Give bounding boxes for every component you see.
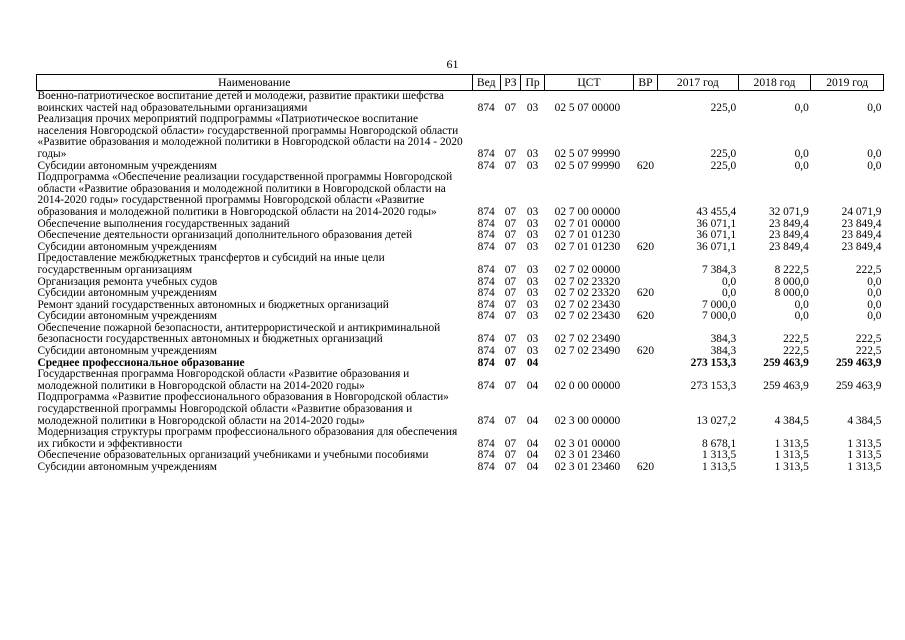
cell-ved: 874 [477, 275, 495, 288]
cell-rz: 07 [504, 240, 517, 253]
cell-pr: 03 [526, 275, 539, 288]
table-row [37, 91, 884, 115]
cell-2019: 222,5 [855, 263, 882, 276]
table-row [37, 253, 884, 276]
header-pr: Пр [520, 75, 544, 91]
cell-cst [545, 358, 634, 370]
cell-pr: 04 [526, 437, 539, 450]
cell-pr: 03 [526, 229, 539, 242]
cell-cst: 02 7 02 00000 [554, 263, 621, 276]
table-row [37, 172, 884, 218]
cell-ved: 874 [477, 461, 495, 473]
cell-rz: 07 [504, 217, 517, 230]
cell-ved: 874 [477, 217, 495, 230]
cell-vr [633, 219, 657, 231]
cell-name: Обеспечение образовательных организаций учебниками и учебными пособиями [37, 449, 429, 462]
cell-2019: 222,5 [855, 333, 882, 346]
cell-rz: 07 [504, 298, 517, 311]
cell-name: Организация ремонта учебных судов [37, 275, 218, 288]
cell-pr: 03 [526, 345, 539, 358]
cell-vr [633, 91, 657, 115]
cell-2019: 1 313,5 [847, 437, 882, 450]
cell-cst: 02 7 02 23490 [554, 333, 621, 346]
cell-2018: 0,0 [794, 101, 809, 114]
cell-name: Обеспечение деятельности организаций дополнительного образования детей [37, 229, 413, 242]
cell-cst: 02 5 07 00000 [554, 101, 621, 114]
cell-name: Обеспечение выполнения государственных заданий [37, 217, 290, 230]
cell-pr: 03 [526, 287, 539, 300]
cell-pr: 03 [526, 310, 539, 323]
cell-2018: 0,0 [794, 159, 809, 172]
cell-2019: 0,0 [867, 287, 882, 300]
cell-name: Субсидии автономным учреждениям [37, 240, 217, 253]
cell-2019: 0,0 [867, 159, 882, 172]
cell-rz: 07 [504, 287, 517, 300]
cell-2017: 7 000,0 [702, 310, 737, 323]
cell-name: Военно-патриотическое воспитание детей и молодежи, развитие практики шефства воинских частей над образовательными организациями [37, 90, 444, 114]
cell-name: Субсидии автономным учреждениям [37, 310, 217, 323]
cell-cst: 02 7 02 23490 [554, 345, 621, 358]
header-rz: РЗ [500, 75, 520, 91]
cell-cst: 02 3 01 00000 [554, 437, 621, 450]
cell-pr: 04 [526, 461, 539, 473]
cell-rz: 07 [504, 159, 517, 172]
cell-vr: 620 [636, 345, 655, 358]
cell-name: Модернизация структуры программ профессионального образования для обеспечения их гибкости и эффективности [37, 426, 458, 450]
cell-pr: 03 [526, 263, 539, 276]
cell-2017: 1 313,5 [702, 461, 737, 473]
cell-2017: 36 071,1 [696, 217, 737, 230]
cell-ved: 874 [477, 414, 495, 427]
cell-ved: 874 [477, 159, 495, 172]
cell-2018: 32 071,9 [768, 205, 809, 218]
header-vr: ВР [633, 75, 657, 91]
cell-ved: 874 [477, 333, 495, 346]
cell-ved: 874 [477, 229, 495, 242]
cell-2019: 23 849,4 [841, 229, 882, 242]
cell-2018: 222,5 [783, 345, 809, 358]
cell-2017: 273 153,3 [690, 356, 737, 369]
cell-2018: 222,5 [783, 333, 809, 346]
cell-vr: 620 [636, 461, 655, 473]
cell-2019: 0,0 [867, 101, 882, 114]
cell-cst: 02 5 07 99990 [554, 147, 621, 160]
cell-2018: 8 000,0 [774, 287, 809, 300]
cell-vr [633, 323, 657, 346]
cell-ved: 874 [477, 356, 495, 369]
cell-2019: 1 313,5 [847, 461, 882, 473]
cell-2018: 23 849,4 [768, 229, 809, 242]
budget-table [36, 74, 884, 474]
cell-2017: 1 313,5 [702, 449, 737, 462]
cell-ved: 874 [477, 147, 495, 160]
cell-rz: 07 [504, 205, 517, 218]
cell-pr: 03 [526, 147, 539, 160]
cell-ved: 874 [477, 437, 495, 450]
cell-vr [633, 369, 657, 392]
cell-vr [633, 253, 657, 276]
cell-ved: 874 [477, 287, 495, 300]
table-row [37, 323, 884, 346]
cell-name: Государственная программа Новгородской области «Развитие образования и молодежной политики в Новгородской области на 2014-2020 годы» [37, 368, 410, 392]
cell-2018: 0,0 [794, 310, 809, 323]
cell-rz: 07 [504, 356, 517, 369]
cell-pr: 03 [526, 101, 539, 114]
cell-name: Субсидии автономным учреждениям [37, 287, 217, 300]
cell-cst: 02 0 00 00000 [554, 379, 621, 392]
cell-2018: 23 849,4 [768, 240, 809, 253]
table-row [37, 346, 884, 358]
cell-cst: 02 3 01 23460 [554, 449, 621, 462]
cell-2019: 0,0 [867, 275, 882, 288]
cell-2018: 1 313,5 [774, 437, 809, 450]
cell-ved: 874 [477, 449, 495, 462]
cell-2019: 259 463,9 [835, 379, 882, 392]
cell-rz: 07 [504, 310, 517, 323]
cell-2017: 225,0 [710, 147, 737, 160]
cell-2018: 0,0 [794, 298, 809, 311]
cell-2017: 225,0 [710, 101, 737, 114]
cell-vr [633, 172, 657, 218]
cell-2018: 1 313,5 [774, 449, 809, 462]
cell-2017: 225,0 [710, 159, 737, 172]
cell-vr [633, 358, 657, 370]
cell-name: Ремонт зданий государственных автономных и бюджетных организаций [37, 298, 389, 311]
cell-pr: 04 [526, 449, 539, 462]
cell-ved: 874 [477, 379, 495, 392]
cell-rz: 07 [504, 263, 517, 276]
cell-rz: 07 [504, 333, 517, 346]
cell-name: Обеспечение пожарной безопасности, антитеррористической и антикриминальной безопасности государственных автономных и бюджетных организаций [37, 321, 441, 346]
cell-ved: 874 [477, 101, 495, 114]
header-2018: 2018 год [738, 75, 811, 91]
table-row [37, 369, 884, 392]
cell-2017: 36 071,1 [696, 229, 737, 242]
cell-pr: 04 [526, 379, 539, 392]
cell-rz: 07 [504, 414, 517, 427]
cell-2019: 222,5 [855, 345, 882, 358]
header-name: Наименование [37, 75, 473, 91]
table-row [37, 230, 884, 242]
cell-2019: 24 071,9 [841, 205, 882, 218]
table-header [37, 75, 884, 91]
table-row [37, 462, 884, 474]
cell-vr: 620 [636, 240, 655, 253]
cell-2019: 23 849,4 [841, 217, 882, 230]
cell-name: Реализация прочих мероприятий подпрограммы «Патриотическое воспитание населения Новгородской области» государственной программы Новгородской области «Развитие образования и молодежной политики в Новгородской области на 2014 - 2020 годы» [37, 113, 463, 160]
cell-ved: 874 [477, 205, 495, 218]
table-row [37, 392, 884, 427]
table-body [37, 91, 884, 474]
cell-vr [633, 114, 657, 160]
cell-vr [633, 427, 657, 450]
header-ved: Вед [472, 75, 500, 91]
cell-ved: 874 [477, 240, 495, 253]
cell-vr: 620 [636, 310, 655, 323]
cell-2019: 0,0 [867, 147, 882, 160]
cell-name: Среднее профессиональное образование [37, 356, 245, 369]
cell-vr: 620 [636, 159, 655, 172]
cell-rz: 07 [504, 147, 517, 160]
table-row [37, 288, 884, 300]
cell-2017: 7 000,0 [702, 298, 737, 311]
cell-cst: 02 7 02 23430 [554, 310, 621, 323]
cell-cst: 02 7 02 23430 [554, 298, 621, 311]
cell-2017: 7 384,3 [702, 263, 737, 276]
cell-2018: 8 000,0 [774, 275, 809, 288]
cell-rz: 07 [504, 461, 517, 473]
cell-cst: 02 3 00 00000 [554, 414, 621, 427]
cell-2018: 23 849,4 [768, 217, 809, 230]
cell-cst: 02 7 01 01230 [554, 240, 621, 253]
cell-ved: 874 [477, 345, 495, 358]
cell-rz: 07 [504, 229, 517, 242]
cell-ved: 874 [477, 310, 495, 323]
cell-pr: 03 [526, 159, 539, 172]
cell-2019: 0,0 [867, 310, 882, 323]
cell-name: Субсидии автономным учреждениям [37, 461, 217, 473]
cell-pr: 03 [526, 240, 539, 253]
cell-ved: 874 [477, 298, 495, 311]
header-2019: 2019 год [811, 75, 884, 91]
cell-rz: 07 [504, 437, 517, 450]
cell-pr: 03 [526, 217, 539, 230]
cell-2018: 259 463,9 [763, 356, 809, 369]
cell-2017: 273 153,3 [690, 379, 737, 392]
cell-2017: 13 027,2 [696, 414, 737, 427]
cell-name: Субсидии автономным учреждениям [37, 159, 217, 172]
cell-cst: 02 7 02 23320 [554, 287, 621, 300]
cell-name: Предоставление межбюджетных трансфертов и субсидий на иные цели государственным организациям [37, 252, 385, 276]
cell-2019: 1 313,5 [847, 449, 882, 462]
cell-pr: 03 [526, 205, 539, 218]
cell-2017: 8 678,1 [702, 437, 737, 450]
cell-2019: 23 849,4 [841, 240, 882, 253]
cell-pr: 03 [526, 298, 539, 311]
cell-2018: 259 463,9 [763, 379, 809, 392]
cell-2017: 43 455,4 [696, 205, 737, 218]
cell-vr [633, 230, 657, 242]
cell-cst: 02 7 01 01230 [554, 229, 621, 242]
cell-2019: 0,0 [867, 298, 882, 311]
cell-cst: 02 7 00 00000 [554, 205, 621, 218]
cell-vr [633, 392, 657, 427]
cell-2017: 36 071,1 [696, 240, 737, 253]
header-2017: 2017 год [658, 75, 739, 91]
cell-pr: 04 [526, 414, 539, 427]
cell-name: Субсидии автономным учреждениям [37, 345, 217, 358]
cell-2018: 8 222,5 [774, 263, 809, 276]
cell-rz: 07 [504, 101, 517, 114]
cell-2019: 4 384,5 [847, 414, 882, 427]
header-cst: ЦСТ [545, 75, 634, 91]
cell-2018: 1 313,5 [774, 461, 809, 473]
cell-name: Подпрограмма «Развитие профессионального образования в Новгородской области» государственной программы Новгородской области «Развитие образования и молодежной политики в Новгородской области на 2014-2020 годы» [37, 391, 449, 427]
cell-rz: 07 [504, 345, 517, 358]
cell-rz: 07 [504, 379, 517, 392]
cell-pr: 03 [526, 333, 539, 346]
table-row [37, 114, 884, 160]
cell-vr: 620 [636, 287, 655, 300]
cell-ved: 874 [477, 263, 495, 276]
cell-name: Подпрограмма «Обеспечение реализации государственной программы Новгородской области «Развитие образования и молодежной политики в Новгородской области на 2014-2020 годы» государственной программы Новгородской области «Развитие образования и молодежной политики в Новгородской области на 2014-2020 годы» [37, 171, 453, 218]
cell-2019: 259 463,9 [835, 356, 882, 369]
cell-2017: 0,0 [721, 275, 737, 288]
cell-2017: 384,3 [710, 333, 737, 346]
cell-rz: 07 [504, 449, 517, 462]
cell-cst: 02 7 01 00000 [554, 217, 621, 230]
cell-rz: 07 [504, 275, 517, 288]
cell-cst: 02 7 02 23320 [554, 275, 621, 288]
cell-cst: 02 5 07 99990 [554, 159, 621, 172]
cell-2017: 384,3 [710, 345, 737, 358]
cell-cst: 02 3 01 23460 [554, 461, 621, 473]
cell-pr: 04 [526, 356, 539, 369]
cell-2018: 4 384,5 [774, 414, 809, 427]
page-number: 61 [446, 57, 459, 71]
cell-2018: 0,0 [794, 147, 809, 160]
table-row [37, 427, 884, 450]
cell-2017: 0,0 [721, 287, 737, 300]
